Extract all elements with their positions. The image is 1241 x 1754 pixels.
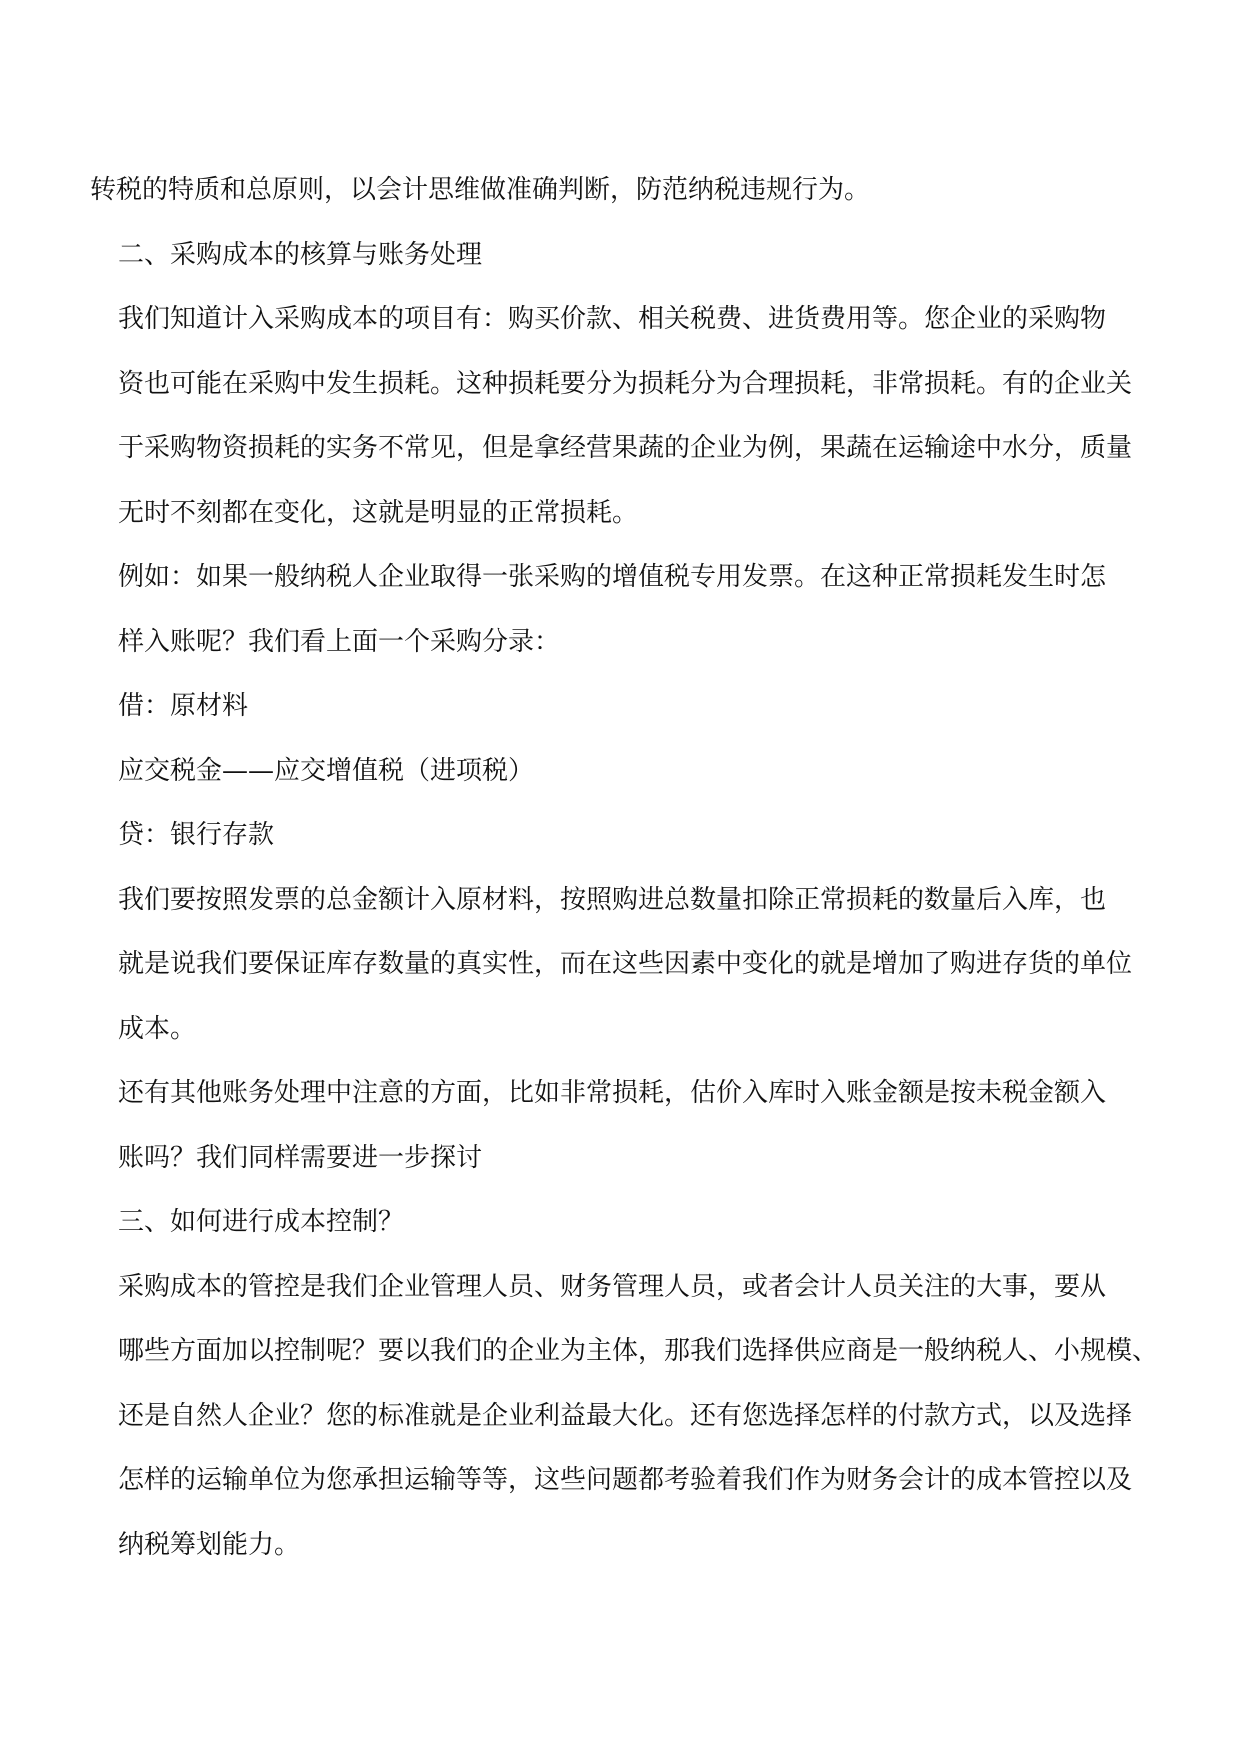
journal-entry-credit bbox=[90, 803, 1151, 868]
text-line: 我们知道计入采购成本的项目有：购买价款、相关税费、进货费用等。您企业的采购物 bbox=[118, 304, 1107, 334]
text-line: 还是自然人企业？您的标准就是企业利益最大化。还有您选择怎样的付款方式，以及选择 bbox=[118, 1400, 1133, 1431]
text-line: 哪些方面加以控制呢？要以我们的企业为主体，那我们选择供应商是一般纳税人、小规模、 bbox=[118, 1336, 1159, 1366]
paragraph-intro-tail bbox=[90, 158, 1151, 223]
paragraph-cost-control bbox=[90, 1255, 1159, 1578]
text-line: 就是说我们要保证库存数量的真实性，而在这些因素中变化的就是增加了购进存货的单位 bbox=[118, 949, 1133, 979]
heading-text: 二、采购成本的核算与账务处理 bbox=[118, 239, 483, 270]
text-line: 我们要按照发票的总金额计入原材料，按照购进总数量扣除正常损耗的数量后入库，也 bbox=[118, 884, 1107, 915]
paragraph-invoice-amount bbox=[90, 868, 1151, 1062]
text-line: 纳税筹划能力。 bbox=[118, 1529, 301, 1560]
text-line: 采购成本的管控是我们企业管理人员、财务管理人员，或者会计人员关注的大事，要从 bbox=[118, 1271, 1107, 1302]
text-line: 借：原材料 bbox=[118, 691, 249, 721]
text-line: 无时不刻都在变化，这就是明显的正常损耗。 bbox=[118, 497, 639, 528]
journal-entry-tax bbox=[90, 739, 1151, 804]
text-line: 贷：银行存款 bbox=[118, 820, 275, 850]
text-line: 例如：如果一般纳税人企业取得一张采购的增值税专用发票。在这种正常损耗发生时怎 bbox=[118, 562, 1107, 592]
heading-text: 三、如何进行成本控制？ bbox=[118, 1207, 405, 1237]
paragraph-example bbox=[90, 545, 1151, 674]
text-line: 账吗？我们同样需要进一步探讨 bbox=[118, 1142, 483, 1173]
document-body bbox=[90, 158, 1159, 1577]
section-heading-3 bbox=[90, 1190, 1151, 1255]
text-line: 于采购物资损耗的实务不常见，但是拿经营果蔬的企业为例，果蔬在运输途中水分，质量 bbox=[118, 433, 1133, 463]
text-line: 应交税金——应交增值税（进项税） bbox=[118, 755, 535, 786]
text-line: 资也可能在采购中发生损耗。这种损耗要分为损耗分为合理损耗，非常损耗。有的企业关 bbox=[118, 368, 1133, 399]
text-line: 还有其他账务处理中注意的方面，比如非常损耗，估价入库时入账金额是按未税金额入 bbox=[118, 1078, 1107, 1108]
text-line: 怎样的运输单位为您承担运输等等，这些问题都考验着我们作为财务会计的成本管控以及 bbox=[118, 1465, 1133, 1495]
text-line: 转税的特质和总原则，以会计思维做准确判断，防范纳税违规行为。 bbox=[90, 175, 871, 205]
text-line: 成本。 bbox=[118, 1013, 197, 1044]
section-heading-2 bbox=[90, 223, 1151, 288]
paragraph-other-accounting bbox=[90, 1061, 1151, 1190]
paragraph-procurement-cost bbox=[90, 287, 1151, 545]
journal-entry-debit bbox=[90, 674, 1151, 739]
text-line: 样入账呢？我们看上面一个采购分录： bbox=[118, 626, 561, 657]
